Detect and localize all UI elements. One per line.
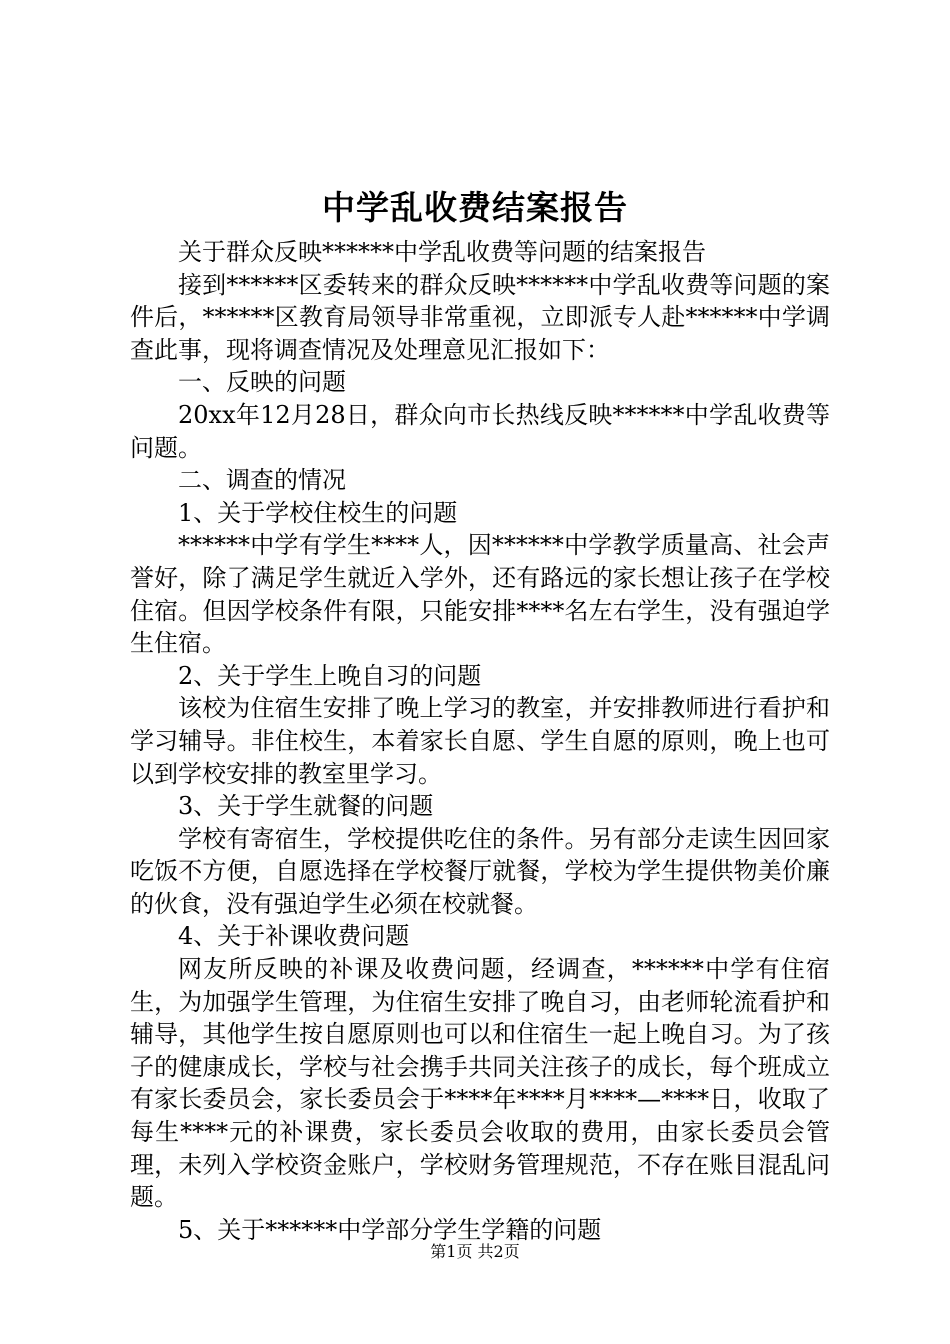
paragraph-tutoring-fees: 网友所反映的补课及收费问题，经调查，******中学有住宿生，为加强学生管理，为住宿生安排了晚自习，由老师轮流看护和辅导，其他学生按自愿原则也可以和住宿生一起上晚自习。为了孩子的健康成长，学校与社会携手共同关注孩子的成长，每个班成立有家长委员会，家长委员会于****年****月****—****日，收取了每生****元的补课费，家长委员会收取的费用，由家长委员会管理，未列入学校资金账户，学校财务管理规范，不存在账目混乱问题。	[130, 955, 830, 1212]
paragraph-report-heading: 关于群众反映******中学乱收费等问题的结案报告	[178, 238, 706, 266]
section-heading-2: 二、调查的情况	[178, 466, 346, 495]
paragraph-intro: 接到******区委转来的群众反映******中学乱收费等问题的案件后，******区教育局领导非常重视，立即派专人赴******中学调查此事，现将调查情况及处理意见汇报如下：	[130, 270, 830, 364]
section-heading-1: 一、反映的问题	[178, 368, 346, 397]
subsection-heading-2: 2、关于学生上晚自习的问题	[178, 661, 482, 690]
paragraph-reported-issue: 20xx年12月28日，群众向市长热线反映******中学乱收费等问题。	[130, 400, 830, 462]
paragraph-boarding: ******中学有学生****人，因******中学教学质量高、社会声誉好，除了满足学生就近入学外，还有路远的家长想让孩子在学校住宿。但因学校条件有限，只能安排****名左右学生，没有强迫学生住宿。	[130, 531, 830, 658]
paragraph-evening-study: 该校为住宿生安排了晚上学习的教室，并安排教师进行看护和学习辅导。非住校生，本着家长自愿、学生自愿的原则，晚上也可以到学校安排的教室里学习。	[130, 694, 830, 788]
subsection-heading-1: 1、关于学校住校生的问题	[178, 498, 458, 527]
page-footer: 第1页 共2页	[430, 1242, 520, 1261]
subsection-heading-3: 3、关于学生就餐的问题	[178, 792, 434, 821]
document-body	[130, 236, 830, 1246]
document-title: 中学乱收费结案报告	[322, 188, 628, 227]
subsection-heading-5: 5、关于******中学部分学生学籍的问题	[178, 1215, 602, 1244]
paragraph-meals: 学校有寄宿生，学校提供吃住的条件。另有部分走读生因回家吃饭不方便，自愿选择在学校餐厅就餐，学校为学生提供物美价廉的伙食，没有强迫学生必须在校就餐。	[130, 824, 830, 918]
subsection-heading-4: 4、关于补课收费问题	[178, 922, 410, 951]
